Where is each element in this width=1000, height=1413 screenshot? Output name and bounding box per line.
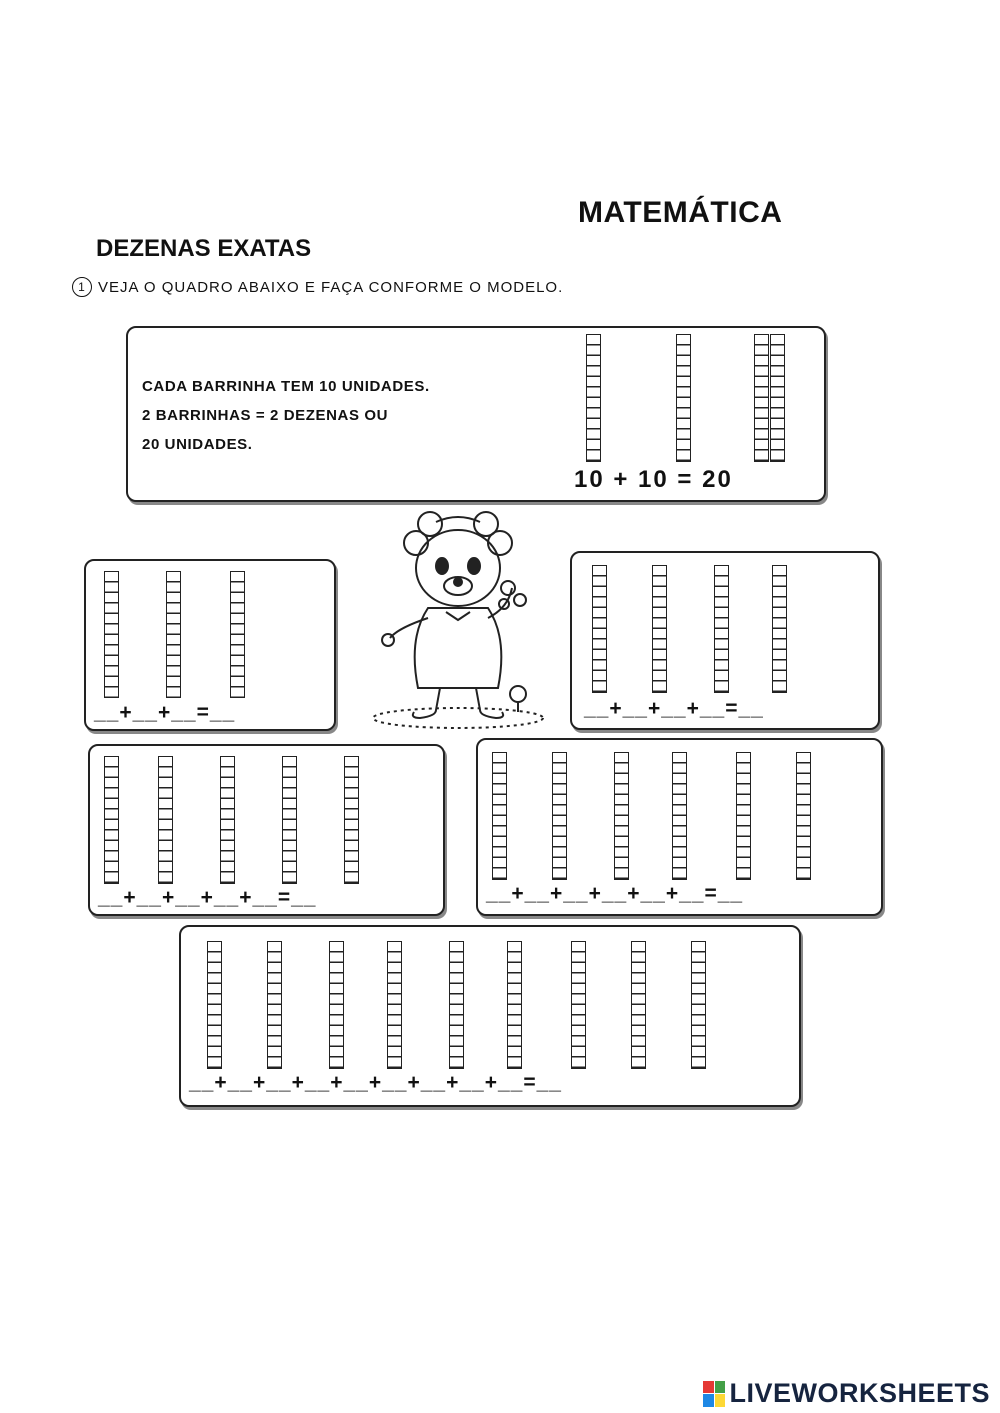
ten-bar (796, 752, 811, 880)
ten-bar (104, 571, 119, 698)
model-box (126, 326, 826, 502)
topic-title: DEZENAS EXATAS (96, 235, 312, 262)
ten-bar (329, 941, 344, 1069)
ten-bar (736, 752, 751, 880)
ten-bar (770, 334, 785, 462)
ten-bar (652, 565, 667, 693)
exercise-box-1 (84, 559, 336, 731)
ten-bar (344, 756, 359, 884)
ten-bar (571, 941, 586, 1069)
exercise-box-4 (476, 738, 883, 916)
ten-bar (614, 752, 629, 880)
subject-title: MATEMÁTICA (578, 196, 783, 229)
ten-bar (387, 941, 402, 1069)
exercise-equation-1[interactable]: __+__+__=__ (94, 701, 236, 724)
model-explanation (142, 372, 430, 459)
ten-bar (507, 941, 522, 1069)
model-line: 20 UNIDADES. (142, 436, 253, 453)
ten-bar (492, 752, 507, 880)
ten-bar (672, 752, 687, 880)
ten-bar (449, 941, 464, 1069)
ten-bar (714, 565, 729, 693)
ten-bar (230, 571, 245, 698)
ten-bar (166, 571, 181, 698)
model-line: CADA BARRINHA TEM 10 UNIDADES. (142, 378, 430, 395)
liveworksheets-brand (703, 1378, 990, 1409)
model-equation: 10 + 10 = 20 (574, 466, 733, 493)
ten-bar (158, 756, 173, 884)
ten-bar (282, 756, 297, 884)
ten-bar (267, 941, 282, 1069)
ten-bar (592, 565, 607, 693)
ten-bar (772, 565, 787, 693)
brand-text: LIVEWORKSHEETS (729, 1378, 990, 1408)
ten-bar (631, 941, 646, 1069)
ten-bar (691, 941, 706, 1069)
instruction (72, 277, 563, 297)
ten-bar (104, 756, 119, 884)
exercise-equation-3[interactable]: __+__+__+__+__=__ (98, 886, 317, 909)
ten-bar (676, 334, 691, 462)
ten-bar (207, 941, 222, 1069)
model-line: 2 BARRINHAS = 2 DEZENAS OU (142, 407, 389, 424)
ten-bar (220, 756, 235, 884)
liveworksheets-logo-icon (703, 1381, 725, 1407)
exercise-equation-2[interactable]: __+__+__+__=__ (584, 697, 764, 720)
exercise-equation-5[interactable]: __+__+__+__+__+__+__+__+__=__ (189, 1071, 562, 1094)
ten-bar (586, 334, 601, 462)
instruction-number: 1 (72, 277, 92, 297)
exercise-box-5 (179, 925, 801, 1107)
ten-bar (552, 752, 567, 880)
exercise-box-2 (570, 551, 880, 730)
instruction-text: VEJA O QUADRO ABAIXO E FAÇA CONFORME O MODELO. (98, 278, 564, 296)
exercise-box-3 (88, 744, 445, 916)
exercise-equation-4[interactable]: __+__+__+__+__+__=__ (486, 882, 744, 905)
teddy-bear-illustration (358, 508, 558, 733)
ten-bar (754, 334, 769, 462)
